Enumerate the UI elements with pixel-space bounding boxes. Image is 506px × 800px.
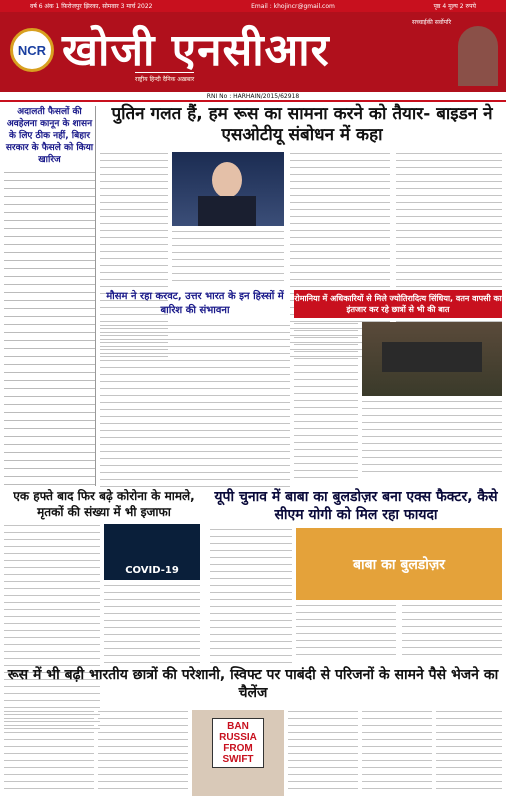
protest-sign: BAN RUSSIA FROM SWIFT (212, 718, 264, 768)
weather-article (100, 324, 290, 492)
covid-article-col2 (104, 584, 200, 668)
scindia-headline[interactable]: रोमानिया में अधिकारियों से मिले ज्योतिरादित्य सिंधिया, वतन वापसी का इंतजार कर रहे छात्रों से भी की बात (294, 290, 502, 318)
ncr-logo: NCR (10, 28, 54, 72)
yogi-headline[interactable]: यूपी चुनाव में बाबा का बुलडोज़र बना एक्स फैक्टर, कैसे सीएम योगी को मिल रहा फायदा (214, 489, 498, 523)
issue-info: वर्ष 6 अंक 1 फ़िरोजपुर झिरका, सोमवार 3 मार्च 2022 (30, 3, 153, 10)
scindia-photo (362, 322, 502, 396)
price: पृष्ठ 4 मूल्य 2 रुपये (433, 3, 476, 10)
tagline: सच्चाईकी सर्वोपरि (412, 19, 452, 26)
protest-photo (192, 710, 284, 796)
russia-headline[interactable]: रूस में भी बढ़ी भारतीय छात्रों की परेशानी, स्विफ्ट पर पाबंदी से परिजनों के सामने पैसे भेजने का चैलेंज (7, 667, 499, 701)
top-info-bar (0, 0, 506, 12)
russia-article-col5 (436, 710, 502, 794)
covid-headline[interactable]: एक हफ्ते बाद फिर बढ़े कोरोना के मामले, मृतकों की संख्या में भी इजाफा (13, 489, 195, 519)
yogi-article-col2 (296, 604, 396, 660)
biden-photo (172, 152, 284, 226)
lead-headline[interactable]: पुतिन गलत हैं, हम रूस का सामना करने को तैयार- बाइडन ने एसओटीयू संबोधन में कहा (111, 104, 493, 145)
side-column (4, 106, 96, 486)
russia-article-col4 (362, 710, 432, 794)
editor-photo (458, 26, 498, 86)
scindia-article-right (362, 400, 502, 477)
covid-article-col1 (4, 524, 100, 734)
scindia-article-left (294, 322, 358, 483)
side-body-text (4, 170, 95, 487)
russia-article-col3 (288, 710, 358, 794)
bulldozer-image: बाबा का बुलडोज़र (296, 528, 502, 600)
masthead (0, 12, 506, 92)
side-headline[interactable]: अदालती फैसलों की अवहेलना कानून के शासन के लिए ठीक नहीं, बिहार सरकार के फैसले को किया खारिज (5, 107, 94, 165)
russia-article-col2 (98, 710, 188, 794)
covid-image: COVID-19 (104, 524, 200, 580)
email[interactable]: Email : khojincr@gmail.com (251, 2, 335, 10)
weather-headline[interactable]: मौसम ने रहा करवट, उत्तर भारत के इन हिस्सों में बारिश की संभावना (106, 291, 284, 316)
newspaper-title: खोजी एनसीआर (62, 25, 330, 76)
rni-number: RNI No : HARHAIN/2015/62918 (0, 92, 506, 102)
lead-article-below-photo (172, 230, 284, 286)
russia-article-col1 (4, 710, 94, 794)
yogi-article-col1 (210, 528, 292, 668)
yogi-article-col3 (402, 604, 502, 660)
subline: राष्ट्रीय हिन्दी दैनिक अख़बार (135, 72, 194, 83)
